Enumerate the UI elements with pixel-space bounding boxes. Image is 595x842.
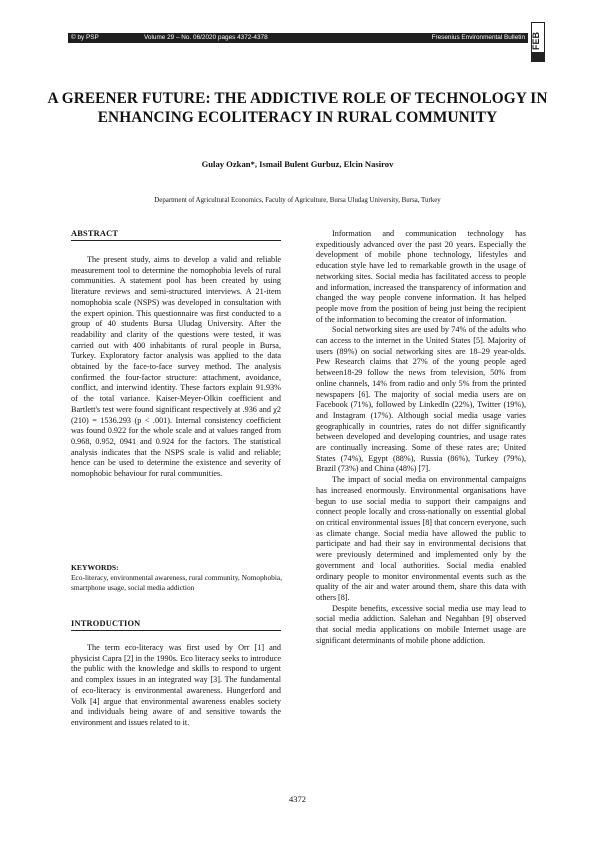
abstract-heading: ABSTRACT [71,229,119,238]
body-paragraph-4: Despite benefits, excessive social media use may lead to social media addiction. Salehan and Negahban [9] observed that social media applications on mobile Internet usage are significant determinants of mobile phone addiction. [316,603,526,645]
keywords-heading: KEYWORDS: [71,563,119,572]
logo-block [532,52,544,61]
keywords-text: Eco-literacy, environmental awareness, rural community, Nomophobia, smartphone usage, social media addiction [71,573,283,592]
introduction-heading: INTRODUCTION [71,619,141,628]
volume-info: Volume 29 – No. 06/2020 pages 4372-4378 [144,34,268,41]
abstract-body [71,255,281,480]
abstract-rule [71,240,281,241]
paper-title: A GREENER FUTURE: THE ADDICTIVE ROLE OF TECHNOLOGY IN ENHANCING ECOLITERACY IN RURAL COMMUNITY [47,90,548,126]
page-number: 4372 [289,794,306,804]
body-paragraph-3: The impact of social media on environmental campaigns has increased enormously. Environmental organisations have begun to use social media to support their campaigns and connect people locally and cross-nationally on essential global on critical environmental issues [8] that concern everyone, such as climate change. Social media have allowed the public to participate and had their say in environmental decisions that were previously determined and implemented only by the government and local authorities. Social media enabled ordinary people to monitor environmental events such as the quality of the air and water around them, share this data with others [8]. [316,475,526,602]
journal-name: Fresenius Environmental Bulletin [431,34,525,41]
copyright-text: © by PSP [71,34,99,41]
journal-logo [531,22,545,62]
author-affiliation: Department of Agricultural Economics, Faculty of Agriculture, Bursa Uludag University, Bursa, Turkey [154,197,441,204]
introduction-paragraph: The term eco-literacy was first used by Orr [1] and physicist Capra [2] in the 1990s. Eco literacy seeks to introduce the public with the knowledge and skills to respond to urgent and complex issues in an integrated way [3]. The fundamental of eco-literacy is environmental awareness. Hungerford and Volk [4] argue that environmental awareness enables society and individuals being aware of and sensitive towards the environment and issues related to it. [71,643,281,727]
right-column [316,229,526,646]
running-header [68,33,528,43]
introduction-body [71,643,281,729]
introduction-rule [71,630,281,631]
abstract-text: The present study, aims to develop a valid and reliable measurement tool to determine the nomophobia levels of rural communities. A statement pool has been created by using literature reviews and semi-structured interviews. A 21-item nomophobia scale (NSPS) was developed in consultation with the expert opinion. This questionnaire was first conducted to a group of 40 students Bursa Uludag University. After the readability and clarity of the questions were tested, it was carried out with 400 inhabitants of rural people in Bursa, Turkey. Exploratory factor analysis was applied to the data obtained by the face-to-face survey method. The analysis confirmed the four-factor structure: attachment, avoidance, conflict, and interwind identity. These factors explain 91.93% of the total variance. Kaiser-Meyer-Olkin coefficient and Bartlett's test were found significant respectively at .936 and χ2 (210) = 1536.293 (p < .001). Internal consistency coefficient was found 0.922 for the whole scale and at values ranged from 0.968, 0.952, 0941 and 0.924 for the factors. The statistical analysis indicates that the NSPS scale is valid and reliable; hence can be used to determine the existence and severity of nomophobic behaviour for rural communities. [71,255,281,479]
logo-text: FEB [531,32,541,50]
paper-authors: Gulay Ozkan*, Ismail Bulent Gurbuz, Elcin Nasirov [201,159,394,169]
body-paragraph-2: Social networking sites are used by 74% of the adults who can access to the internet in the United States [5]. Majority of users (89%) on social networking sites are 18–29 year-olds. Pew Research claims that 27% of the young people aged between18-29 follow the news from television, 50% from online channels, 14% from radio and only 5% from the printed newspapers [6]. The majority of social media users are on Facebook (71%), followed by LinkedIn (22%), Twitter (19%), and Instagram (17%). Although social media usage varies geographically in countries, rates do not differ significantly between developed and developing countries, and usage rates are continually increasing. Some of these rates are; United States (74%), Egypt (88%), Russia (86%), Turkey (79%), Brazil (73%) and China (48%) [7]. [316,325,526,474]
body-paragraph-1: Information and communication technology has expeditiously advanced over the past 20 years. Especially the development of mobile phone technology, lifestyles and education style have led to remarkable growth in the usage of networking sites. Social media has facilitated access to people and information, increased the transparency of information and changed the way people convene information. It has helped people move from the position of being just being the recipient of the information to becoming the creator of information. [316,229,526,324]
